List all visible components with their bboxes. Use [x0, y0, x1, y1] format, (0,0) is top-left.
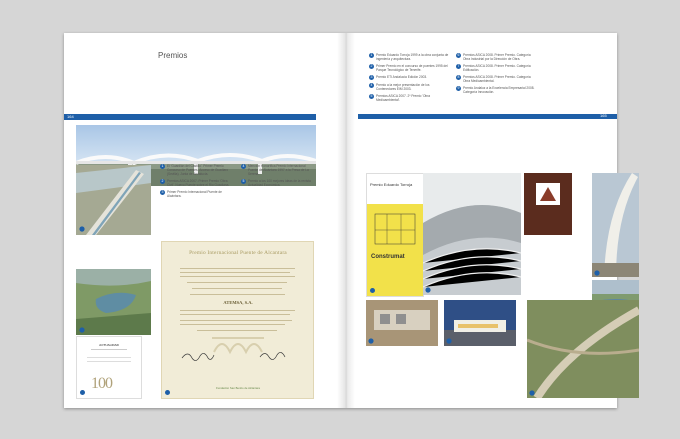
diploma-header: ACTUALIDAD	[99, 343, 119, 347]
caption-number: 8	[457, 75, 460, 79]
poster-word: Construmat	[371, 254, 405, 260]
magazine-spread	[64, 33, 617, 408]
caption-text: Premio a los 100 mejores ideas de la revista Actualidad Económica.	[248, 179, 311, 187]
caption-text: Primer Premio en el concurso de puentes 1995 del Parque Tecnológico de Tenerife.	[376, 64, 448, 72]
certificate-company: ATEMSA, S.A.	[223, 300, 253, 305]
caption-number: 9	[457, 86, 460, 90]
caption-text: Mención Honorífica Premio Internacional Puente de Alcántara 1997 a la Presa de La Serena.	[248, 164, 309, 176]
stadium-roof-photo	[423, 173, 521, 295]
section-bar-left	[64, 114, 316, 120]
industrial-plant-photo	[366, 300, 438, 346]
caption-number: 3	[370, 75, 373, 79]
captions-col2	[241, 164, 316, 187]
captions-col1	[160, 164, 235, 198]
captions-right-col2	[456, 53, 536, 94]
certificate-title: Premio Internacional Puente de Alcantara	[189, 250, 287, 256]
curved-tower-photo	[592, 173, 639, 277]
page-number-right: 165	[600, 113, 607, 118]
caption-text: Premios ASICA 2007. 2º Premio 'Obra Medioambiental'.	[376, 94, 431, 102]
alcantara-certificate	[161, 241, 314, 399]
building-dusk-photo	[444, 300, 516, 346]
captions-right-col1	[369, 53, 449, 102]
page-number-left: 164	[67, 114, 74, 119]
caption-number: 2	[161, 179, 164, 183]
page-gutter	[337, 33, 355, 408]
caption-number: 2	[370, 64, 373, 68]
torroja-poster	[366, 173, 424, 297]
caption-text: Premio Andaluz a la Excelencia Empresarial 2008. Categoría Innovación.	[463, 86, 535, 94]
caption-number: 4	[242, 164, 245, 168]
caption-text: El 'Guardián del Castillo'. Primer Premio Concurso de Puentes. Acceso de Guadiaro (Sevilla). Junta de Andalucía.	[167, 164, 229, 176]
actualidad-diploma	[76, 336, 142, 399]
canal-aerial-photo	[76, 165, 151, 235]
caption-text: Premios ASICA 2007. Primer Premio 'Obra Civil'. Nuevo Puente sobre el Río Guadiana.	[167, 179, 230, 187]
poster-title: Premio Eduardo Torroja	[370, 182, 413, 187]
caption-number: 3	[161, 190, 164, 194]
reservoir-photo	[76, 269, 151, 335]
caption-text: Primer Premio Internacional Puente de Alcántara.	[167, 190, 222, 198]
caption-number: 5	[242, 179, 245, 183]
infrastructure-aerial-photo	[527, 300, 639, 398]
caption-text: Premio Eduardo Torroja 1999 a la obra conjunta de ingeniería y arquitectura.	[376, 53, 449, 61]
caption-text: Premios ASICA 2008. Primer Premio. Categoría Obra Medioambiental.	[463, 75, 531, 83]
section-bar-right	[358, 114, 617, 119]
caption-number: 1	[370, 53, 373, 57]
caption-text: Premios ASICA 2008. Primer Premio. Categoría Obra Industrial por la Dirección de Obra.	[463, 53, 531, 61]
award-emblem-photo	[524, 173, 572, 235]
caption-text: Premios ASICA 2008. Primer Premio. Categoría Edificación.	[463, 64, 531, 72]
diploma-number: 100	[91, 375, 112, 392]
page-title: Premios	[158, 51, 188, 60]
caption-number: 5	[370, 94, 373, 98]
caption-number: 7	[457, 64, 460, 68]
signatures	[180, 348, 295, 364]
caption-number: 1	[161, 164, 164, 168]
caption-number: 6	[457, 53, 460, 57]
certificate-footer: Fundación San Benito de Alcántara	[216, 386, 260, 390]
caption-number: 4	[370, 83, 373, 87]
caption-text: Premio ETI Andalucía Edición 2003.	[376, 75, 428, 79]
caption-text: Premio a la mejor presentación de los Contenedores EIM 2003.	[376, 83, 430, 91]
